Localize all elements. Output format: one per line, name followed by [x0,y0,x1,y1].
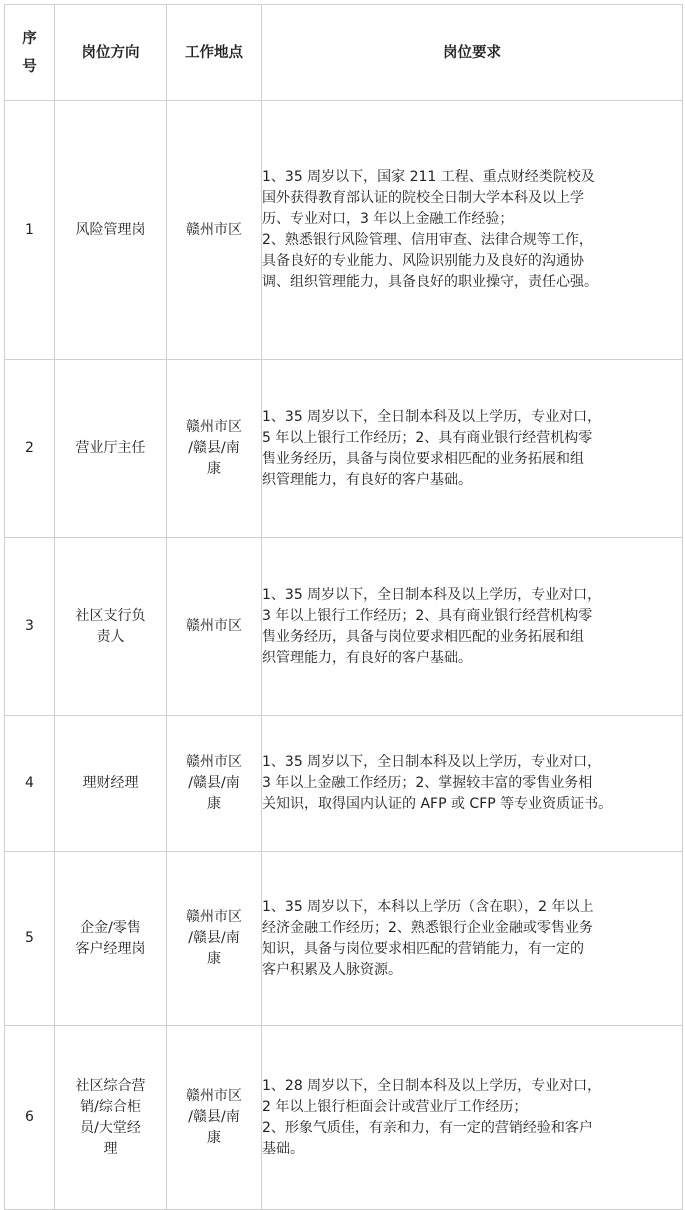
requirement-line: 国外获得教育部认证的院校全日制大学本科及以上学 [262,190,584,206]
row-location [167,360,262,538]
requirement-line: 1、35 周岁以下，本科以上学历（含在职），2 年以上 [262,898,594,915]
row-requirement [262,716,683,852]
location-line: 赣州市区 [186,1088,242,1104]
location-line: 康 [207,461,221,477]
row-seq: 3 [5,538,55,716]
table-row [5,716,683,852]
row-seq: 5 [5,852,55,1026]
row-seq: 2 [5,360,55,538]
row-location: 赣州市区 [167,101,262,360]
row-requirement [262,1026,683,1210]
row-requirement [262,538,683,716]
row-location [167,852,262,1026]
header-seq: 序号 [5,5,55,101]
requirement-line: 1、35 周岁以下，全日制本科及以上学历，专业对口， [262,408,602,425]
row-seq: 6 [5,1026,55,1210]
requirement-line: 知识，具备与岗位要求相匹配的营销能力，有一定的 [262,940,584,957]
row-position [55,852,167,1026]
position-line: 责人 [96,628,125,645]
position-line: 企金/零售 [80,919,141,936]
requirement-line: 历、专业对口，3 年以上金融工作经验； [262,211,514,227]
requirement-line: 3 年以上银行工作经历；2、具有商业银行经营机构零 [262,607,593,624]
requirement-line: 1、35 周岁以下，全日制本科及以上学历，专业对口， [262,586,602,603]
position-line: 客户经理岗 [75,940,146,957]
location-line: 赣州市区 [186,909,242,925]
header-position: 岗位方向 [55,5,167,101]
row-location [167,1026,262,1210]
requirement-line: 5 年以上银行工作经历；2、具有商业银行经营机构零 [262,429,593,446]
requirement-line: 1、28 周岁以下，全日制本科及以上学历，专业对口， [262,1077,602,1094]
position-line: 员/大堂经 [80,1119,141,1136]
header-location: 工作地点 [167,5,262,101]
row-position: 营业厅主任 [55,360,167,538]
requirement-line: 织管理能力，有良好的客户基础。 [262,649,472,666]
requirement-line: 2、熟悉银行风险管理、信用审查、法律合规等工作， [262,232,593,248]
table-row [5,101,683,360]
requirement-line: 2、形象气质佳，有亲和力，有一定的营销经验和客户 [262,1119,593,1136]
position-line: 社区支行负 [75,607,146,624]
row-location [167,716,262,852]
row-requirement [262,101,683,360]
row-position: 理财经理 [55,716,167,852]
job-requirements-table [4,4,683,1210]
requirement-line: 具备良好的专业能力、风险识别能力及良好的沟通协 [262,253,584,269]
location-line: /赣县/南 [188,930,240,946]
table-row [5,538,683,716]
row-requirement [262,360,683,538]
location-line: 康 [207,951,221,967]
location-line: 康 [207,796,221,812]
requirement-line: 调、组织管理能力，具备良好的职业操守，责任心强。 [262,274,598,290]
table-row [5,1026,683,1210]
location-line: /赣县/南 [188,775,240,791]
requirement-line: 1、35 周岁以下，全日制本科及以上学历，专业对口， [262,754,602,770]
requirement-line: 客户积累及人脉资源。 [262,961,402,978]
requirement-line: 基础。 [262,1140,304,1157]
location-line: 赣州市区 [186,754,242,770]
table-header-row [5,5,683,101]
row-position [55,538,167,716]
location-line: 康 [207,1130,221,1146]
row-position [55,1026,167,1210]
requirement-line: 3 年以上金融工作经历；2、掌握较丰富的零售业务相 [262,775,593,791]
table-row [5,360,683,538]
requirement-line: 售业务经历，具备与岗位要求相匹配的业务拓展和组 [262,450,584,467]
row-seq: 4 [5,716,55,852]
requirement-line: 售业务经历，具备与岗位要求相匹配的业务拓展和组 [262,628,584,645]
row-requirement [262,852,683,1026]
position-line: 理 [103,1140,118,1157]
location-line: 赣州市区 [186,419,242,435]
row-position: 风险管理岗 [55,101,167,360]
requirement-line: 经济金融工作经历；2、熟悉银行企业金融或零售业务 [262,919,593,936]
requirement-line: 织管理能力，有良好的客户基础。 [262,471,472,488]
position-line: 社区综合营 [75,1077,146,1094]
location-line: /赣县/南 [188,440,240,456]
table-row [5,852,683,1026]
requirement-line: 1、35 周岁以下，国家 211 工程、重点财经类院校及 [262,169,595,185]
location-line: /赣县/南 [188,1109,240,1125]
header-requirement: 岗位要求 [262,5,683,101]
row-location: 赣州市区 [167,538,262,716]
requirement-line: 2 年以上银行柜面会计或营业厅工作经历； [262,1098,528,1115]
row-seq: 1 [5,101,55,360]
requirement-line: 关知识，取得国内认证的 AFP 或 CFP 等专业资质证书。 [262,796,613,812]
position-line: 销/综合柜 [80,1098,141,1115]
